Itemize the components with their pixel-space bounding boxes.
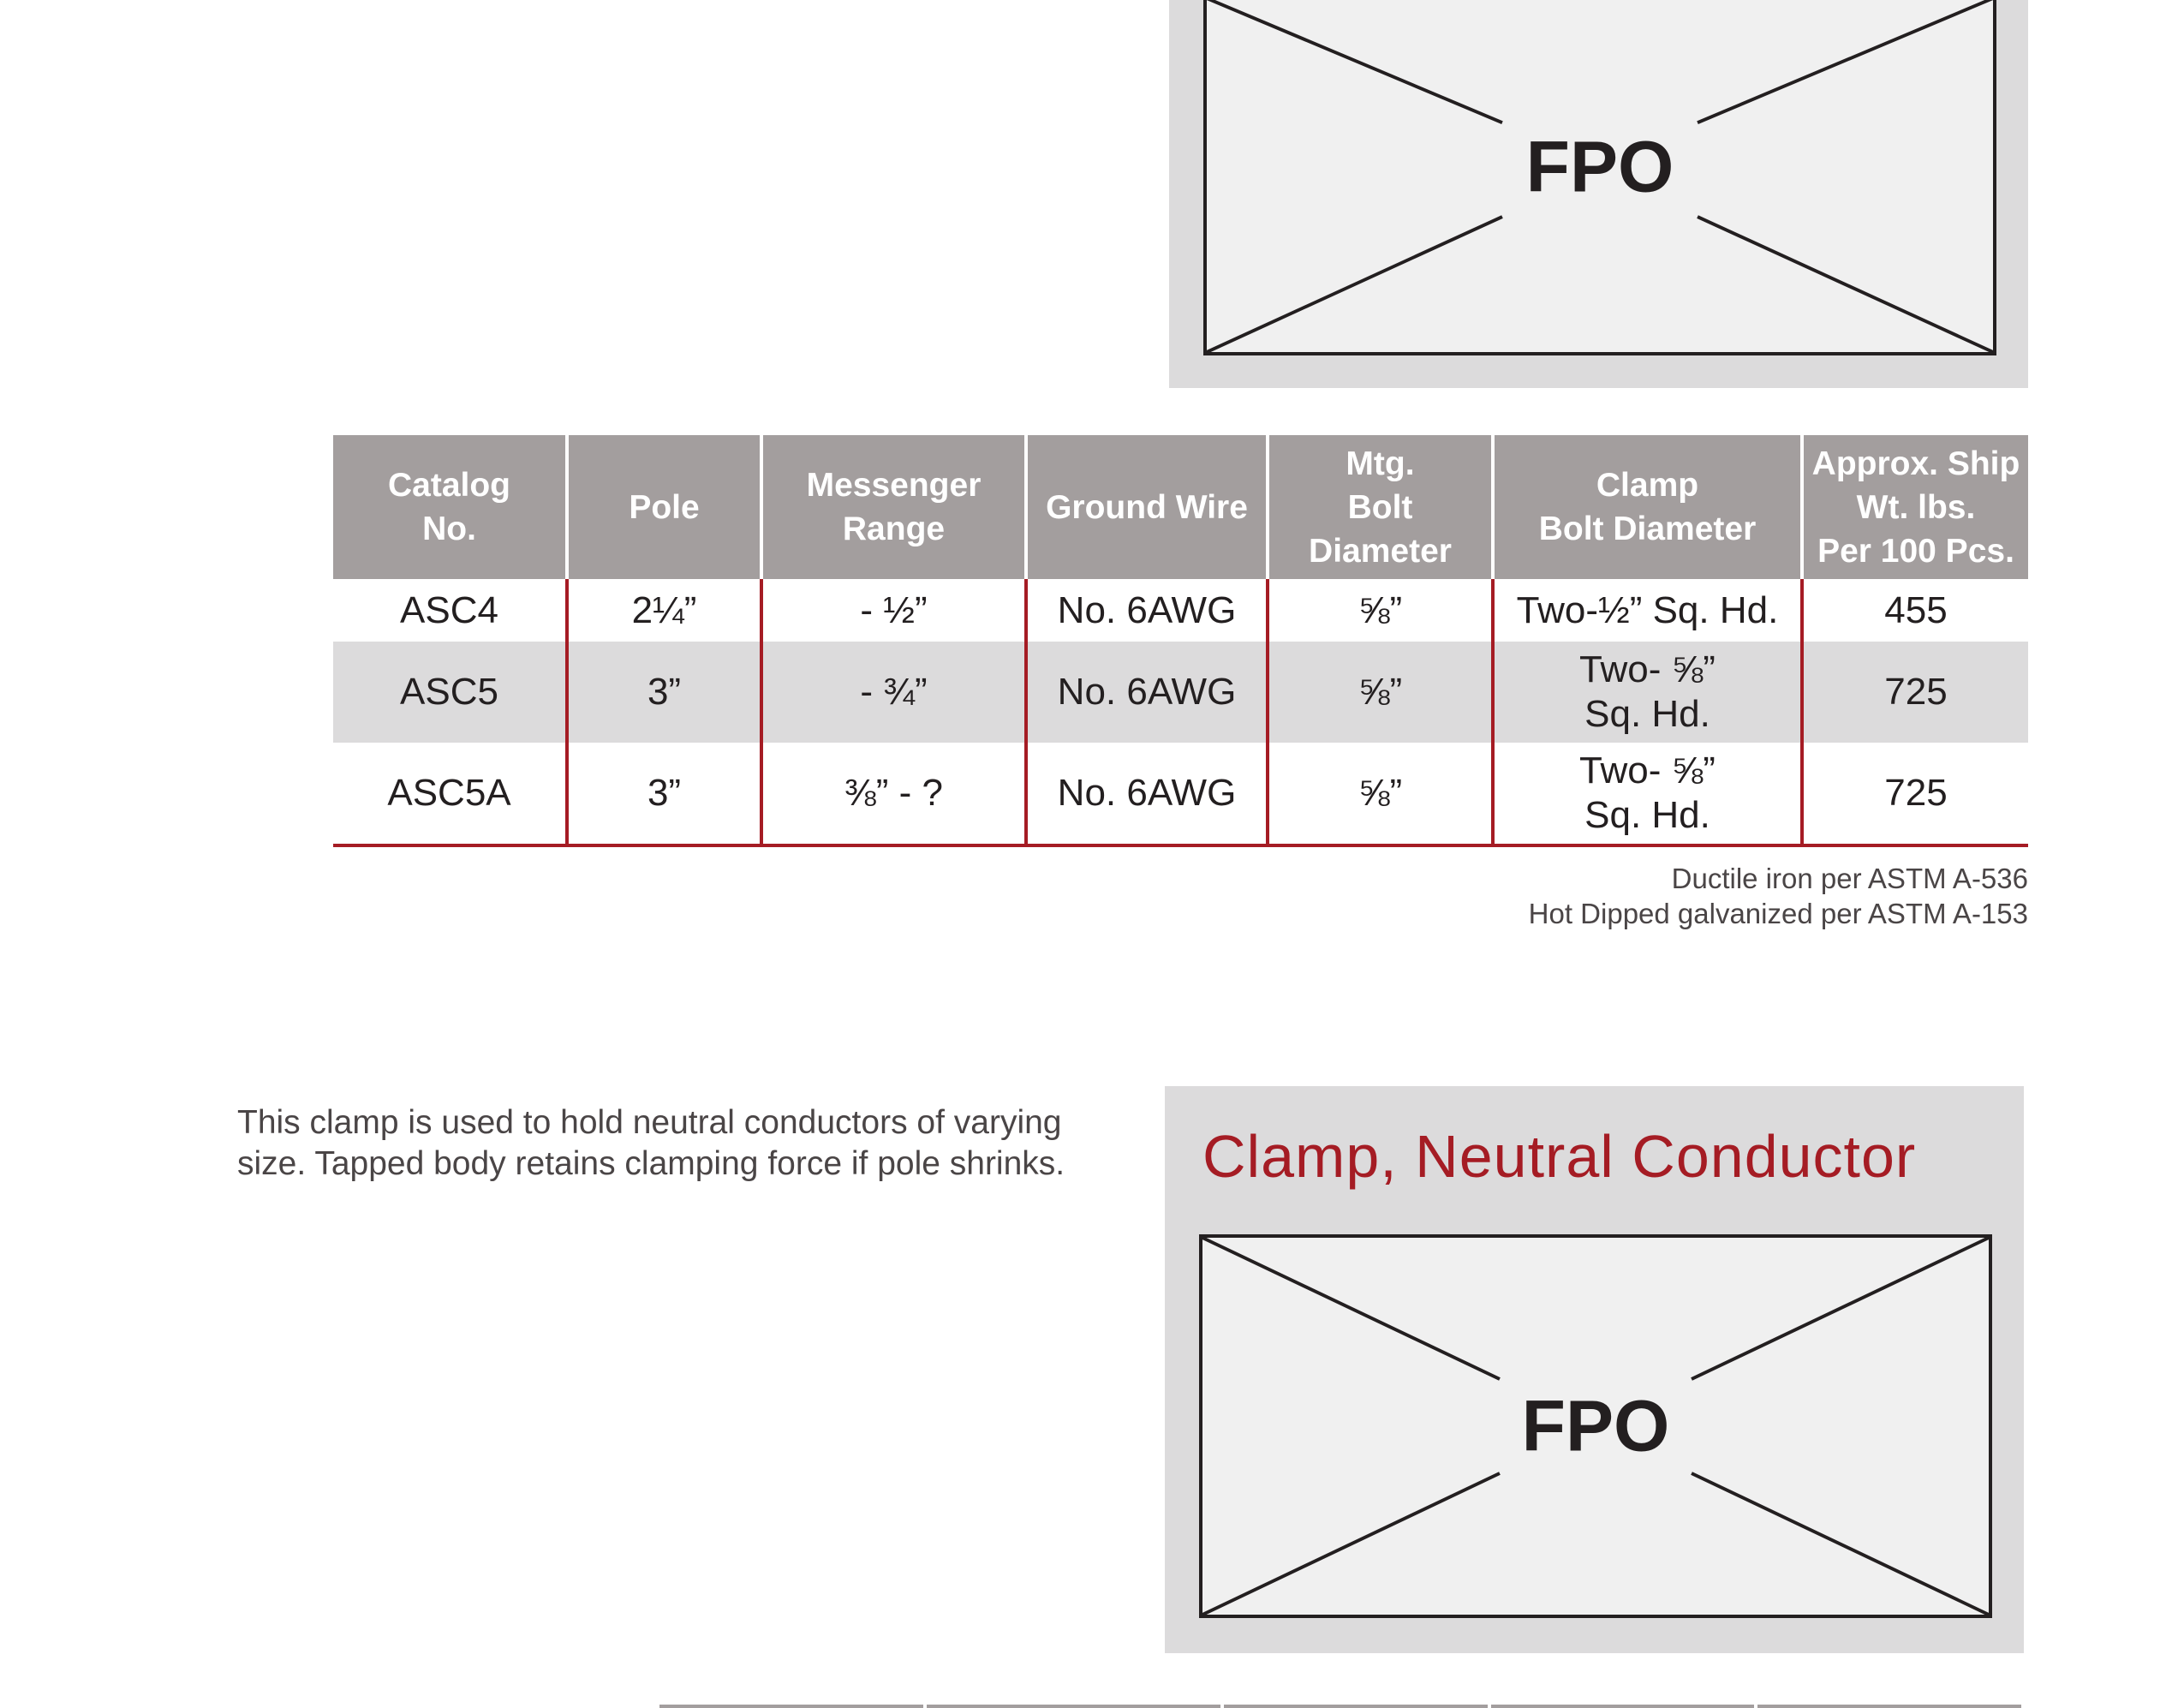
spec-table [333, 435, 2028, 847]
cell-mtg-bolt-diameter: ⅝” [1268, 743, 1493, 845]
cell-ship-weight: 725 [1802, 743, 2028, 845]
cell-clamp-bolt-diameter: Two-½” Sq. Hd. [1493, 579, 1802, 642]
cell-catalog-no: ASC5 [333, 642, 567, 743]
product-placeholder-image [1199, 1234, 1992, 1618]
cell-messenger-range: - ¾” [761, 642, 1026, 743]
product-description: This clamp is used to hold neutral conductors of varying size. Tapped body retains clamping force if pole shrinks. [237, 1104, 1065, 1182]
table-row [333, 579, 2028, 642]
header-clamp-bolt-diameter: Clamp Bolt Diameter [1493, 435, 1802, 579]
cell-ship-weight: 725 [1802, 642, 2028, 743]
top-fpo-label: FPO [1525, 126, 1674, 207]
top-image-panel [1169, 0, 2028, 388]
cell-pole: 2¼” [567, 579, 761, 642]
cell-catalog-no: ASC4 [333, 579, 567, 642]
material-notes [1529, 861, 2028, 931]
cell-ground-wire: No. 6AWG [1026, 642, 1268, 743]
product-title: Clamp, Neutral Conductor [1202, 1123, 1917, 1190]
header-messenger-range: Messenger Range [761, 435, 1026, 579]
cell-mtg-bolt-diameter: ⅝” [1268, 642, 1493, 743]
next-table-top-rule [659, 1705, 2021, 1708]
cell-clamp-bolt-diameter: Two- ⅝” Sq. Hd. [1493, 642, 1802, 743]
cell-messenger-range: - ½” [761, 579, 1026, 642]
header-pole: Pole [567, 435, 761, 579]
cell-ground-wire: No. 6AWG [1026, 579, 1268, 642]
cell-mtg-bolt-diameter: ⅝” [1268, 579, 1493, 642]
table-header-row [333, 435, 2028, 579]
header-ship-weight: Approx. Ship Wt. lbs. Per 100 Pcs. [1802, 435, 2028, 579]
product-image-panel [1165, 1086, 2024, 1653]
table-row [333, 642, 2028, 743]
product-fpo-label: FPO [1521, 1385, 1670, 1466]
cell-messenger-range: ⅜” - ? [761, 743, 1026, 845]
table-row [333, 743, 2028, 845]
cell-pole: 3” [567, 743, 761, 845]
cell-catalog-no: ASC5A [333, 743, 567, 845]
note-line: Hot Dipped galvanized per ASTM A-153 [1528, 898, 2028, 929]
cell-ship-weight: 455 [1802, 579, 2028, 642]
note-line: Ductile iron per ASTM A-536 [1671, 863, 2028, 894]
header-catalog-no: Catalog No. [333, 435, 567, 579]
top-placeholder-image [1203, 0, 1996, 355]
cell-pole: 3” [567, 642, 761, 743]
header-mtg-bolt-diameter: Mtg. Bolt Diameter [1268, 435, 1493, 579]
header-ground-wire: Ground Wire [1026, 435, 1268, 579]
cell-ground-wire: No. 6AWG [1026, 743, 1268, 845]
cell-clamp-bolt-diameter: Two- ⅝” Sq. Hd. [1493, 743, 1802, 845]
